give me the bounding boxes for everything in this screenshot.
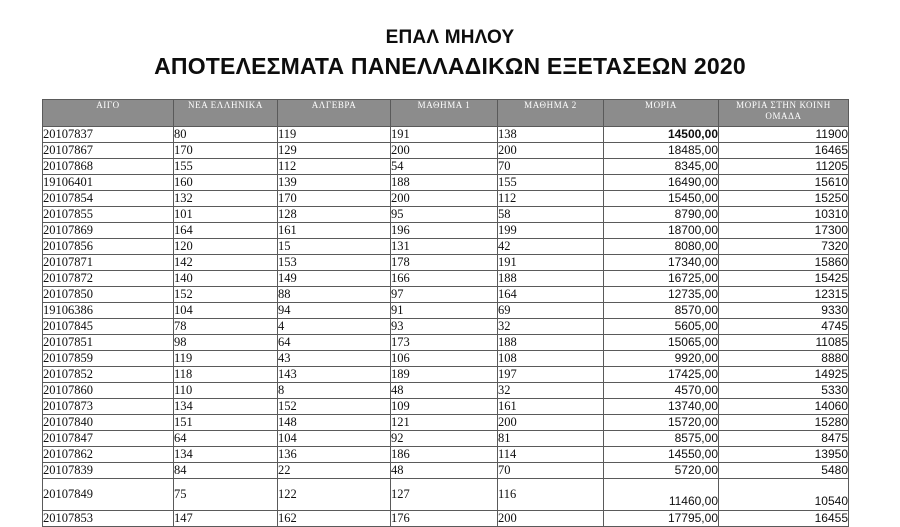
- cell-math2: 199: [498, 223, 604, 239]
- cell-koini: 16455: [719, 511, 849, 527]
- cell-koini: 14925: [719, 367, 849, 383]
- cell-moria: 18485,00: [604, 143, 719, 159]
- cell-math2: 116: [498, 479, 604, 511]
- cell-nea: 101: [174, 207, 278, 223]
- cell-koini: 11900: [719, 127, 849, 143]
- cell-moria: 5720,00: [604, 463, 719, 479]
- cell-math1: 200: [391, 191, 498, 207]
- cell-moria: 5605,00: [604, 319, 719, 335]
- cell-moria: 12735,00: [604, 287, 719, 303]
- cell-nea: 120: [174, 239, 278, 255]
- cell-moria: 17795,00: [604, 511, 719, 527]
- cell-moria: 13740,00: [604, 399, 719, 415]
- cell-math2: 164: [498, 287, 604, 303]
- cell-math1: 127: [391, 479, 498, 511]
- cell-math1: 92: [391, 431, 498, 447]
- cell-math1: 166: [391, 271, 498, 287]
- cell-nea: 170: [174, 143, 278, 159]
- table-body: [43, 127, 849, 527]
- cell-aigo: 20107854: [43, 191, 174, 207]
- cell-aigo: 20107855: [43, 207, 174, 223]
- cell-koini: 5330: [719, 383, 849, 399]
- cell-alg: 15: [278, 239, 391, 255]
- column-header-moria[interactable]: ΜΟΡΙΑ: [604, 100, 719, 127]
- cell-math2: 191: [498, 255, 604, 271]
- school-title: ΕΠΑΛ ΜΗΛΟΥ: [385, 27, 515, 48]
- cell-math1: 54: [391, 159, 498, 175]
- cell-aigo: 20107840: [43, 415, 174, 431]
- cell-koini: 17300: [719, 223, 849, 239]
- cell-math2: 32: [498, 383, 604, 399]
- cell-moria: 16725,00: [604, 271, 719, 287]
- cell-alg: 64: [278, 335, 391, 351]
- column-header-math2[interactable]: ΜΑΘΗΜΑ 2: [498, 100, 604, 127]
- cell-math2: 188: [498, 335, 604, 351]
- cell-alg: 128: [278, 207, 391, 223]
- table-row[interactable]: [43, 223, 849, 239]
- cell-koini: 10540: [719, 479, 849, 511]
- cell-nea: 78: [174, 319, 278, 335]
- column-header-math1[interactable]: ΜΑΘΗΜΑ 1: [391, 100, 498, 127]
- cell-aigo: 20107862: [43, 447, 174, 463]
- cell-aigo: 20107849: [43, 479, 174, 511]
- table-row[interactable]: [43, 463, 849, 479]
- results-table-wrap: [42, 99, 848, 527]
- cell-koini: 15860: [719, 255, 849, 271]
- cell-alg: 161: [278, 223, 391, 239]
- cell-koini: 9330: [719, 303, 849, 319]
- cell-math1: 106: [391, 351, 498, 367]
- cell-nea: 147: [174, 511, 278, 527]
- cell-koini: 11205: [719, 159, 849, 175]
- cell-math1: 48: [391, 463, 498, 479]
- cell-moria: 15065,00: [604, 335, 719, 351]
- table-row[interactable]: [43, 367, 849, 383]
- cell-aigo: 20107845: [43, 319, 174, 335]
- table-row[interactable]: [43, 431, 849, 447]
- table-row[interactable]: [43, 511, 849, 527]
- cell-alg: 122: [278, 479, 391, 511]
- cell-nea: 75: [174, 479, 278, 511]
- cell-aigo: 20107859: [43, 351, 174, 367]
- table-row[interactable]: [43, 335, 849, 351]
- table-row[interactable]: [43, 415, 849, 431]
- cell-math2: 69: [498, 303, 604, 319]
- cell-alg: 139: [278, 175, 391, 191]
- table-row[interactable]: [43, 287, 849, 303]
- cell-koini: 14060: [719, 399, 849, 415]
- cell-alg: 149: [278, 271, 391, 287]
- cell-alg: 8: [278, 383, 391, 399]
- cell-nea: 155: [174, 159, 278, 175]
- table-head: [43, 100, 849, 127]
- cell-koini: 5480: [719, 463, 849, 479]
- cell-math1: 176: [391, 511, 498, 527]
- cell-moria: 17425,00: [604, 367, 719, 383]
- cell-nea: 118: [174, 367, 278, 383]
- cell-math1: 173: [391, 335, 498, 351]
- cell-moria: 8790,00: [604, 207, 719, 223]
- cell-moria: 14500,00: [604, 127, 719, 143]
- cell-math2: 81: [498, 431, 604, 447]
- cell-aigo: 20107867: [43, 143, 174, 159]
- cell-nea: 164: [174, 223, 278, 239]
- cell-alg: 43: [278, 351, 391, 367]
- cell-moria: 16490,00: [604, 175, 719, 191]
- cell-math2: 70: [498, 463, 604, 479]
- cell-moria: 14550,00: [604, 447, 719, 463]
- cell-nea: 142: [174, 255, 278, 271]
- cell-math2: 32: [498, 319, 604, 335]
- cell-aigo: 19106401: [43, 175, 174, 191]
- cell-alg: 162: [278, 511, 391, 527]
- cell-alg: 112: [278, 159, 391, 175]
- cell-moria: 15720,00: [604, 415, 719, 431]
- cell-math1: 91: [391, 303, 498, 319]
- cell-aigo: 20107837: [43, 127, 174, 143]
- cell-math2: 200: [498, 143, 604, 159]
- cell-nea: 80: [174, 127, 278, 143]
- column-header-alg[interactable]: ΑΛΓΕΒΡΑ: [278, 100, 391, 127]
- cell-moria: 15450,00: [604, 191, 719, 207]
- cell-math1: 93: [391, 319, 498, 335]
- cell-math2: 112: [498, 191, 604, 207]
- cell-math2: 161: [498, 399, 604, 415]
- cell-koini: 15250: [719, 191, 849, 207]
- column-header-aigo[interactable]: ΑΙΓΟ: [43, 100, 174, 127]
- cell-nea: 132: [174, 191, 278, 207]
- cell-koini: 15280: [719, 415, 849, 431]
- cell-koini: 16465: [719, 143, 849, 159]
- cell-koini: 13950: [719, 447, 849, 463]
- cell-koini: 4745: [719, 319, 849, 335]
- cell-aigo: 20107868: [43, 159, 174, 175]
- cell-math1: 131: [391, 239, 498, 255]
- cell-math2: 188: [498, 271, 604, 287]
- cell-nea: 160: [174, 175, 278, 191]
- cell-nea: 119: [174, 351, 278, 367]
- cell-nea: 98: [174, 335, 278, 351]
- cell-math1: 196: [391, 223, 498, 239]
- column-header-koini[interactable]: ΜΟΡΙΑ ΣΤΗΝ ΚΟΙΝΗ ΟΜΑΔΑ: [719, 100, 849, 127]
- cell-moria: 11460,00: [604, 479, 719, 511]
- cell-aigo: 20107869: [43, 223, 174, 239]
- table-header-row: [43, 100, 849, 127]
- cell-koini: 8475: [719, 431, 849, 447]
- cell-math2: 197: [498, 367, 604, 383]
- cell-moria: 8570,00: [604, 303, 719, 319]
- cell-nea: 151: [174, 415, 278, 431]
- cell-aigo: 20107852: [43, 367, 174, 383]
- table-row[interactable]: [43, 143, 849, 159]
- cell-alg: 119: [278, 127, 391, 143]
- cell-nea: 134: [174, 447, 278, 463]
- cell-koini: 15610: [719, 175, 849, 191]
- table-row[interactable]: [43, 351, 849, 367]
- cell-math1: 200: [391, 143, 498, 159]
- cell-math2: 42: [498, 239, 604, 255]
- cell-alg: 148: [278, 415, 391, 431]
- cell-math1: 186: [391, 447, 498, 463]
- cell-math1: 95: [391, 207, 498, 223]
- table-row[interactable]: [43, 399, 849, 415]
- column-header-nea[interactable]: ΝΕΑ ΕΛΛΗΝΙΚΑ: [174, 100, 278, 127]
- cell-nea: 104: [174, 303, 278, 319]
- cell-koini: 8880: [719, 351, 849, 367]
- cell-alg: 136: [278, 447, 391, 463]
- table-row[interactable]: [43, 383, 849, 399]
- cell-nea: 110: [174, 383, 278, 399]
- cell-aigo: 20107873: [43, 399, 174, 415]
- cell-alg: 152: [278, 399, 391, 415]
- table-row[interactable]: [43, 479, 849, 511]
- table-row[interactable]: [43, 303, 849, 319]
- table-row[interactable]: [43, 191, 849, 207]
- page-title: ΑΠΟΤΕΛΕΣΜΑΤΑ ΠΑΝΕΛΛΑΔΙΚΩΝ ΕΞΕΤΑΣΕΩΝ 2020: [154, 52, 746, 79]
- cell-nea: 152: [174, 287, 278, 303]
- table-row[interactable]: [43, 319, 849, 335]
- cell-moria: 4570,00: [604, 383, 719, 399]
- cell-aigo: 20107871: [43, 255, 174, 271]
- cell-alg: 22: [278, 463, 391, 479]
- cell-moria: 9920,00: [604, 351, 719, 367]
- cell-aigo: 20107853: [43, 511, 174, 527]
- cell-aigo: 20107860: [43, 383, 174, 399]
- cell-math1: 189: [391, 367, 498, 383]
- cell-aigo: 20107856: [43, 239, 174, 255]
- cell-moria: 8080,00: [604, 239, 719, 255]
- title-block: [0, 0, 900, 82]
- cell-koini: 7320: [719, 239, 849, 255]
- cell-aigo: 20107839: [43, 463, 174, 479]
- cell-alg: 94: [278, 303, 391, 319]
- cell-moria: 18700,00: [604, 223, 719, 239]
- cell-math2: 58: [498, 207, 604, 223]
- cell-nea: 140: [174, 271, 278, 287]
- cell-nea: 134: [174, 399, 278, 415]
- table-row[interactable]: [43, 239, 849, 255]
- table-row[interactable]: [43, 207, 849, 223]
- table-row[interactable]: [43, 159, 849, 175]
- cell-alg: 170: [278, 191, 391, 207]
- cell-math2: 70: [498, 159, 604, 175]
- table-row[interactable]: [43, 127, 849, 143]
- cell-math1: 191: [391, 127, 498, 143]
- cell-koini: 15425: [719, 271, 849, 287]
- cell-math2: 155: [498, 175, 604, 191]
- cell-moria: 17340,00: [604, 255, 719, 271]
- cell-math2: 200: [498, 415, 604, 431]
- cell-aigo: 20107851: [43, 335, 174, 351]
- cell-math1: 97: [391, 287, 498, 303]
- cell-math1: 178: [391, 255, 498, 271]
- cell-moria: 8345,00: [604, 159, 719, 175]
- cell-nea: 64: [174, 431, 278, 447]
- table-row[interactable]: [43, 255, 849, 271]
- cell-math1: 109: [391, 399, 498, 415]
- cell-koini: 10310: [719, 207, 849, 223]
- cell-math2: 114: [498, 447, 604, 463]
- cell-math2: 108: [498, 351, 604, 367]
- cell-alg: 88: [278, 287, 391, 303]
- cell-nea: 84: [174, 463, 278, 479]
- cell-math1: 121: [391, 415, 498, 431]
- table-row[interactable]: [43, 271, 849, 287]
- cell-alg: 143: [278, 367, 391, 383]
- cell-alg: 153: [278, 255, 391, 271]
- cell-aigo: 20107850: [43, 287, 174, 303]
- table-row[interactable]: [43, 175, 849, 191]
- cell-math1: 48: [391, 383, 498, 399]
- cell-moria: 8575,00: [604, 431, 719, 447]
- cell-math2: 200: [498, 511, 604, 527]
- cell-math2: 138: [498, 127, 604, 143]
- cell-aigo: 19106386: [43, 303, 174, 319]
- cell-math1: 188: [391, 175, 498, 191]
- cell-aigo: 20107847: [43, 431, 174, 447]
- cell-koini: 11085: [719, 335, 849, 351]
- table-row[interactable]: [43, 447, 849, 463]
- cell-alg: 129: [278, 143, 391, 159]
- results-table: [42, 99, 849, 527]
- cell-aigo: 20107872: [43, 271, 174, 287]
- cell-alg: 104: [278, 431, 391, 447]
- cell-alg: 4: [278, 319, 391, 335]
- cell-koini: 12315: [719, 287, 849, 303]
